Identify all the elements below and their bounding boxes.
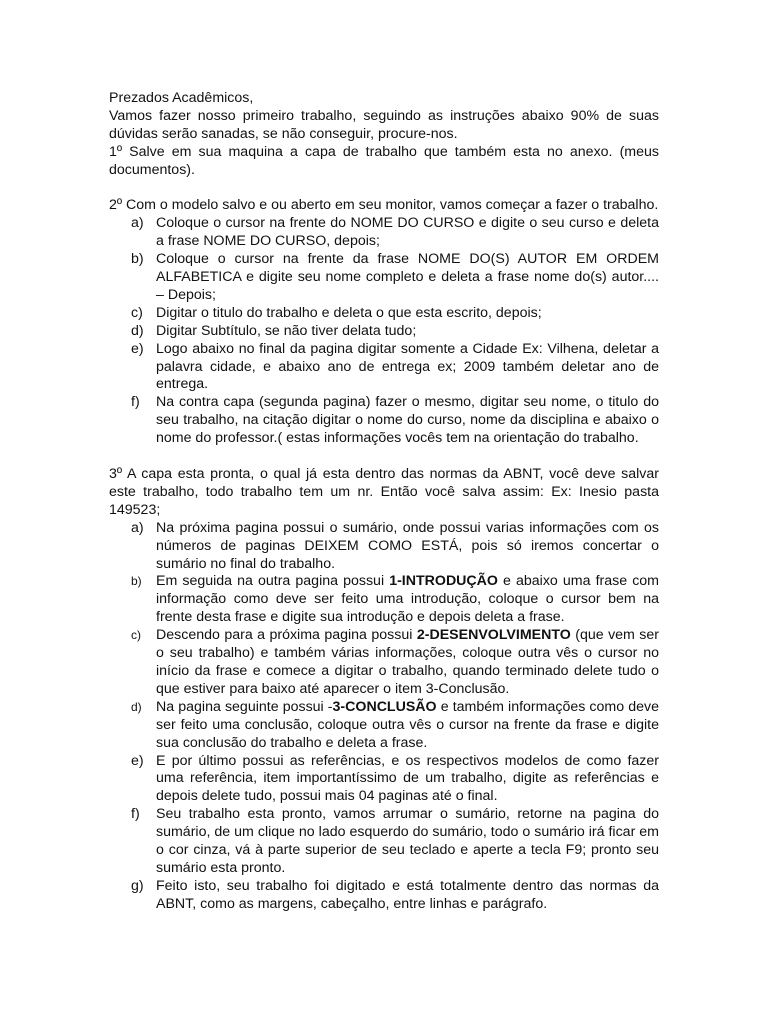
list-item	[109, 878, 659, 914]
list-item-text: Na pagina seguinte possui -	[156, 698, 333, 715]
list-marker: b)	[131, 574, 142, 589]
document-page	[109, 90, 659, 914]
list-item-text: Coloque o cursor na frente da frase NOME DO(S) AUTOR EM ORDEM ALFABETICA e digite seu nome completo e deleta a frase nome do(s) autor.... – Depois;	[156, 251, 659, 303]
list-item	[109, 806, 659, 878]
list-marker: e)	[131, 752, 144, 769]
list-marker: b)	[131, 251, 144, 268]
list-item	[109, 699, 659, 753]
list-marker: f)	[131, 806, 140, 823]
list-item-text-cont: (que vem ser o seu trabalho) e também várias informações, coloque outra vês o cursor no início da frase e comece a digitar o trabalho, quando terminado delete tudo o que estiver para baixo até aparecer o item 3-Conclusão.	[156, 627, 660, 697]
list-item-text: Logo abaixo no final da pagina digitar somente a Cidade Ex: Vilhena, deletar a palavra cidade, e abaixo ano de entrega ex; 2009 também deletar ano de entrega.	[156, 340, 659, 393]
list-marker: e)	[131, 340, 144, 357]
blank-line	[109, 180, 659, 198]
list-marker: a)	[131, 215, 144, 232]
list-item	[109, 251, 659, 305]
list-item	[109, 323, 659, 341]
section-title-introducao: 1-INTRODUÇÃO	[389, 573, 498, 590]
greeting: Prezados Acadêmicos,	[109, 90, 254, 106]
list-item-text: Na contra capa (segunda pagina) fazer o mesmo, digitar seu nome, o titulo do seu trabalho, na citação digitar o nome do curso, nome da disciplina e abaixo o nome do professor.( estas informações vocês tem na orientação do trabalho.	[156, 394, 659, 447]
step-1-paragraph: 1º Salve em sua maquina a capa de trabalho que também esta no anexo. (meus documentos).	[109, 143, 659, 178]
list-marker: g)	[131, 877, 144, 894]
intro-paragraph: Vamos fazer nosso primeiro trabalho, seguindo as instruções abaixo 90% de suas dúvidas serão sanadas, se não conseguir, procure-nos.	[109, 107, 659, 142]
list-item-text: E por último possui as referências, e os respectivos modelos de como fazer uma referência, item importantíssimo de um trabalho, digite as referências e depois delete tudo, possui mais 04 paginas até o final.	[156, 752, 659, 805]
blank-line	[109, 448, 659, 466]
list-marker: c)	[131, 304, 143, 321]
list-item-text: Digitar o titulo do trabalho e deleta o que esta escrito, depois;	[156, 304, 542, 321]
list-item	[109, 627, 659, 699]
list-item	[109, 753, 659, 807]
step-2-paragraph: 2º Com o modelo salvo e ou aberto em seu monitor, vamos começar a fazer o trabalho.	[109, 197, 659, 214]
step-2-list	[109, 215, 659, 448]
list-item-text: Descendo para a próxima pagina possui	[156, 627, 417, 644]
list-item-text: Feito isto, seu trabalho foi digitado e está totalmente dentro das normas da ABNT, como as margens, cabeçalho, entre linhas e parágrafo.	[156, 877, 659, 912]
list-marker: a)	[131, 519, 144, 536]
list-item	[109, 520, 659, 574]
list-item	[109, 573, 659, 627]
step-3-list	[109, 520, 659, 914]
list-item-text: Seu trabalho esta pronto, vamos arrumar o sumário, retorne na pagina do sumário, de um clique no lado esquerdo do sumário, todo o sumário irá ficar em o cor cinza, vá à parte superior de seu teclado e aperte a tecla F9; pronto seu sumário esta pronto.	[156, 806, 659, 876]
list-item	[109, 215, 659, 251]
step-3-paragraph: 3º A capa esta pronta, o qual já esta dentro das normas da ABNT, você deve salvar este trabalho, todo trabalho tem um nr. Então você salva assim: Ex: Inesio pasta 149523;	[109, 466, 659, 518]
list-marker: d)	[131, 699, 142, 714]
list-item-text-cont: e abaixo uma frase com informação como deve ser feito uma introdução, coloque o cursor bem na frente desta frase e digite sua introdução e depois deleta a frase.	[156, 573, 659, 626]
list-item-text: Coloque o cursor na frente do NOME DO CURSO e digite o seu curso e deleta a frase NOME DO CURSO, depois;	[156, 215, 659, 250]
list-item	[109, 394, 659, 448]
list-marker: d)	[131, 322, 144, 339]
list-item-text-cont: e também informações como deve ser feito uma conclusão, coloque outra vês o cursor na frente da frase e digite sua conclusão do trabalho e deleta a frase.	[156, 698, 659, 751]
list-marker: f)	[131, 394, 140, 411]
list-item-text: Em seguida na outra pagina possui	[156, 573, 390, 590]
section-title-desenvolvimento: 2-DESENVOLVIMENTO	[416, 627, 571, 644]
list-item-text: Na próxima pagina possui o sumário, onde possui varias informações com os números de paginas DEIXEM COMO ESTÁ, pois só iremos concertar o sumário no final do trabalho.	[156, 519, 659, 572]
list-item	[109, 341, 659, 395]
section-title-conclusao: 3-CONCLUSÃO	[332, 698, 437, 715]
list-item	[109, 305, 659, 323]
list-item-text: Digitar Subtítulo, se não tiver delata tudo;	[156, 322, 417, 339]
list-marker: c)	[131, 628, 141, 643]
